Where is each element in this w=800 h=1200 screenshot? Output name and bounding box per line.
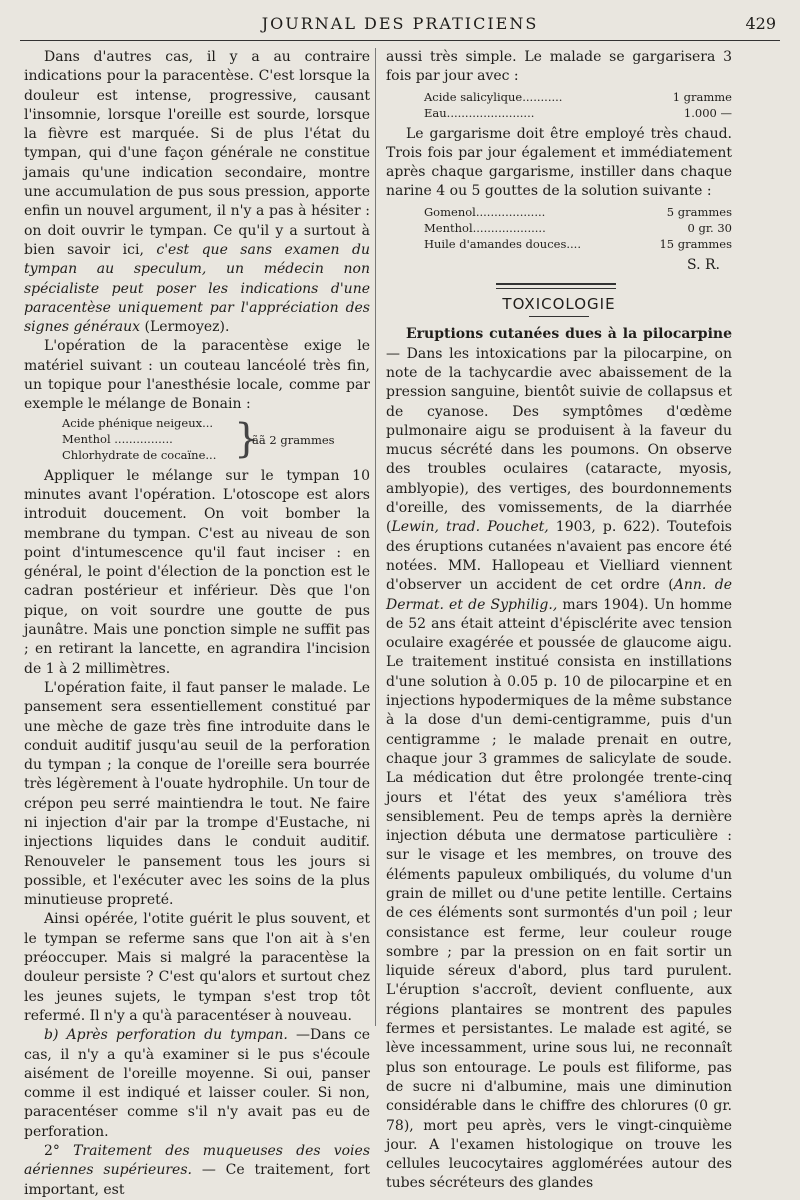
paragraph: aussi très simple. Le malade se gargarisera 3 fois par jour avec : <box>386 49 732 85</box>
recipe-row <box>424 236 732 252</box>
column-divider <box>375 48 376 1026</box>
nasal-recipe <box>424 204 732 252</box>
recipe-row <box>424 89 732 105</box>
paragraph: Ainsi opérée, l'otite guérit le plus souvent, et le tympan se referme sans que l'on ait à s'en préoccuper. Mais si malgré la paracentèse la douleur persiste ? C'est qu'alors et surtout chez les jeunes sujets, le tympan s'est trop tôt refermé. Il n'y a qu'à paracentéser à nouveau. <box>24 911 370 1024</box>
emphasis-text: c'est que sans examen du tympan au speculum, un médecin non spécialiste peut poser les indications d'une paracentèse uniquement par l'appréciation des signes généraux <box>24 241 370 336</box>
paragraph <box>24 1142 370 1200</box>
paragraph: L'opération faite, il faut panser le malade. Le pansement sera essentiellement constitué par une mèche de gaze très fine introduite dans le conduit auditif jusqu'au seuil de la perforation du tympan ; la conque de l'oreille sera bourrée très légèrement à l'ouate hydrophile. Un tour de crépon peu serré maintiendra le tout. Ne faire ni injection d'air par la trompe d'Eustache, ni injections liquides dans le conduit auditif. Renouveler le pansement tous les jours si possible, et l'exécuter avec les soins de la plus minutieuse propreté. <box>24 679 370 909</box>
recipe-item: Eau........................ <box>424 105 535 120</box>
recipe-quantity: 0 gr. 30 <box>687 220 732 235</box>
page-header <box>20 8 780 41</box>
paragraph-text: —Dans ce cas, il n'y a qu'à examiner si le pus s'écoule aisément de l'oreille moyenne. Si oui, panser comme il est indiqué et laisser couler. Si non, paracentéser comme s'il n'y avait pas eu de perforation. <box>24 1027 370 1140</box>
journal-title: JOURNAL DES PRATICIENS <box>261 14 539 33</box>
right-column <box>386 48 732 1194</box>
paragraph-text: — Dans les intoxications par la pilocarpine, on note de la tachycardie avec abaissement de la pression sanguine, bientôt suivie de collapsus et de cyanose. Des symptômes d'œdème pulmonaire aigu se produisent à la faveur du mucus sécrété dans les poumons. On observe des troubles oculaires (cataracte, myosis, amblyopie), des vertiges, des bourdonnements d'oreille, des vomissements, de la diarrhée ( <box>386 345 732 536</box>
recipe-quantity: 5 grammes <box>666 204 732 219</box>
article-title: Eruptions cutanées dues à la pilocarpine <box>406 326 732 343</box>
paragraph <box>24 48 370 337</box>
recipe-item: Chlorhydrate de cocaïne... <box>62 447 217 462</box>
left-column <box>24 48 370 1200</box>
brace-glyph: } <box>234 415 260 462</box>
recipe-item: Menthol ................ <box>62 431 173 446</box>
recipe-quantity: 15 grammes <box>659 236 732 251</box>
recipe-row <box>424 204 732 220</box>
recipe-row <box>424 220 732 236</box>
page-number: 429 <box>745 14 776 33</box>
gargle-recipe <box>424 89 732 121</box>
citation-text: Lewin, trad. Pouchet, <box>391 519 549 536</box>
recipe-quantity: ãã 2 grammes <box>252 432 335 447</box>
paragraph-text: Dans d'autres cas, il y a au contraire indications pour la paracentèse. C'est lorsque la douleur est intense, progressive, causant l'insomnie, lorsque l'oreille est sourde, lorsque la fièvre est marquée. Si de plus l'état du tympan, qui d'une façon générale ne constitue jamais qu'une indication secondaire, montre une accumulation de pus sous pression, apporte enfin un nouvel argument, il n'y a pas à hésiter : on doit ouvrir le tympan. Ce qu'il y a surtout à bien savoir ici, <box>24 49 370 258</box>
recipe-item: Menthol.................... <box>424 220 546 235</box>
article-paragraph <box>386 325 732 1193</box>
section-underline <box>529 316 589 317</box>
section-title: TOXICOLOGIE <box>502 295 616 314</box>
recipe-item: Acide phénique neigeux... <box>62 415 214 430</box>
recipe-row <box>424 105 732 121</box>
section-rule <box>496 283 616 289</box>
recipe-item: Huile d'amandes douces.... <box>424 236 581 251</box>
signature: S. R. <box>687 256 720 273</box>
subheading-text: b) Après perforation du tympan. <box>44 1027 288 1044</box>
paragraph <box>24 1026 370 1142</box>
paragraph-text: 1903, p. 622). Toutefois des éruptions cutanées n'avaient pas encore été notées. MM. Hallopeau et Vielliard viennent d'observer un accident de cet ordre ( <box>386 519 732 594</box>
recipe-quantity: 1 gramme <box>672 89 732 104</box>
subheading-text: Traitement des muqueuses des voies aériennes supérieures. <box>24 1143 370 1179</box>
paragraph: L'opération de la paracentèse exige le matériel suivant : un couteau lancéolé très fin, un topique pour l'anesthésie locale, comme par exemple le mélange de Bonain : <box>24 338 370 413</box>
recipe-item: Gomenol................... <box>424 204 546 219</box>
paragraph: Le gargarisme doit être employé très chaud. Trois fois par jour également et immédiatement après chaque gargarisme, instiller dans chaque narine 4 ou 5 gouttes de la solution suivante : <box>386 125 732 200</box>
recipe-item: Acide salicylique........... <box>424 89 563 104</box>
bonain-recipe <box>62 415 370 467</box>
section-number: 2° <box>44 1143 60 1160</box>
recipe-quantity: 1.000 — <box>683 105 732 120</box>
paragraph: Appliquer le mélange sur le tympan 10 minutes avant l'opération. L'otoscope est alors introduit doucement. On voit bomber la membrane du tympan. C'est au niveau de son point d'intumescence qu'il faut inciser : en général, le point d'élection de la ponction est le cadran postérieur et inférieur. Dès que l'on pique, on voit sourdre une goutte de pus jaunâtre. Mais une ponction simple ne suffit pas ; en retirant la lancette, en agrandira l'incision de 1 à 2 millimètres. <box>24 467 370 677</box>
paragraph-text: (Lermoyez). <box>140 319 230 336</box>
citation-text: Ann. de Dermat. et de Syphilig., <box>386 577 732 613</box>
paragraph-text: — Ce traitement, fort important, est <box>24 1162 371 1198</box>
paragraph-text: mars 1904). Un homme de 52 ans était atteint d'épisclérite avec tension oculaire exagérée et poussée de glaucome aigu. Le traitement institué consista en instillations d'une solution à 0.05 p. 10 de pilocarpine et en injections hypodermiques de la même substance à la dose d'un demi-centigramme, puis d'un centigramme ; le malade prenait en outre, chaque jour 3 grammes de salicylate de soude. La médication dut être prolongée trente-cinq jours et l'état des yeux s'améliora très sensiblement. Peu de temps après la dernière injection débuta une dermatose particulière : sur le visage et les membres, on trouve des éléments papuleux ombiliqués, du volume d'un grain de millet ou d'une petite lentille. Certains de ces éléments sont surmontés d'un poil ; leur consistance est ferme, leur couleur rouge sombre ; par la pression on en fait sortir un liquide séreux d'abord, plus tard purulent. L'éruption s'accroît, devient confluente, aux régions plantaires se montrent des papules fermes et persistantes. Le malade est agité, se lève incessamment, urine sous lui, ne reconnaît plus son entourage. Le pouls est filiforme, pas de sucre ni d'albumine, mais une diminution considérable dans le chiffre des chlorures (0 gr. 78), mort peu après, vers le vingt-cinquième jour. A l'examen histologique on trouve les cellules leucocytaires agglomérées autour des tubes sécréteurs des glandes <box>386 596 733 1192</box>
